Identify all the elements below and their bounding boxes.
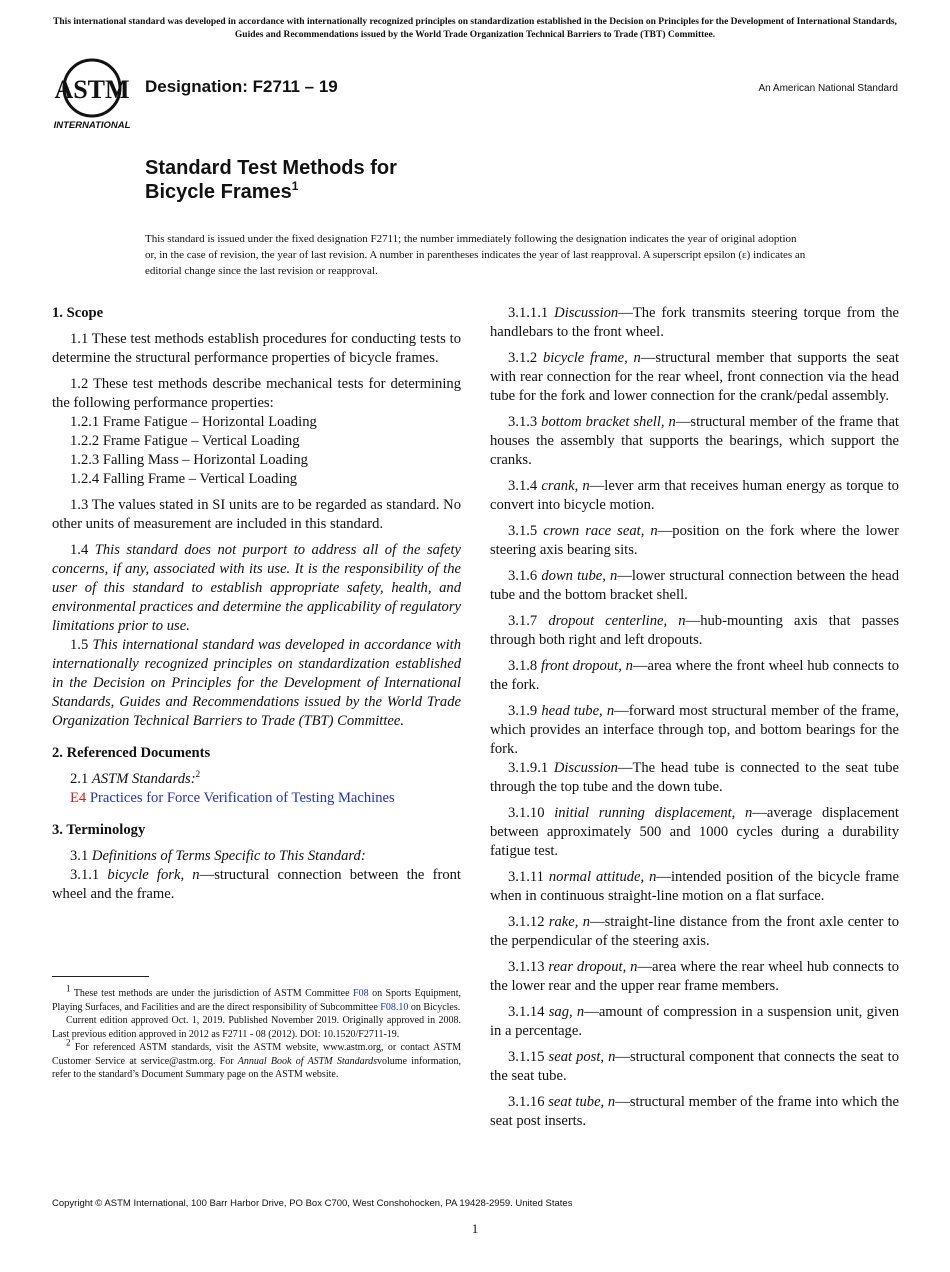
para-1-4 — [52, 541, 461, 636]
para-number: 3.1.1.1 — [508, 305, 549, 321]
definition-item — [490, 567, 899, 605]
footnote-text: For referenced ASTM standards, visit the ASTM website, www.astm.org, or contact ASTM Customer Service at service@astm.org. For — [52, 1042, 462, 1067]
term: Discussion — [553, 760, 618, 776]
page-number: 1 — [471, 1221, 479, 1236]
definition-text: —structural member that supports the seat with rear connection for the rear wheel, front connection via the head tube for the fork and lower connection for the crank/pedal assembly. — [490, 350, 899, 404]
definition-text: —structural member of the frame that houses the assembly that supports the bearings, which support the cranks. — [490, 414, 899, 468]
term: front dropout, n — [540, 658, 633, 674]
definition-text: —structural member of the frame into which the seat post inserts. — [490, 1094, 899, 1129]
footnote-divider — [52, 976, 149, 977]
footnote-text: volume information, refer to the standard’s Document Summary page on the ASTM website. — [52, 1055, 461, 1080]
footnote-mark: 2 — [66, 1037, 71, 1048]
definition-item — [490, 759, 899, 797]
definition-text: —structural connection between the front wheel and the frame. — [52, 867, 461, 902]
term: bicycle fork, n — [107, 867, 200, 883]
term: initial running displacement, n — [554, 805, 753, 821]
para-number: 3.1.2 — [508, 350, 538, 366]
definition-text: —position on the fork where the lower steering axis bearing sits. — [490, 523, 899, 558]
footnote-text: on Sports Equipment, Playing Surfaces, and Facilities and are the direct responsibility of Subcommittee — [52, 988, 461, 1013]
astm-logo — [52, 56, 136, 132]
para-number: 1.4 — [70, 542, 89, 558]
definition-text: —area where the front wheel hub connects to the fork. — [490, 658, 899, 693]
para-number: 3.1.16 — [508, 1094, 545, 1110]
term: bicycle frame, n — [542, 350, 641, 366]
para-1-5 — [52, 636, 461, 731]
para-number: 1.5 — [70, 637, 89, 653]
definition-item — [490, 1003, 899, 1041]
copyright-line: Copyright © ASTM International, 100 Barr Harbor Drive, PO Box C700, West Conshohocken, PA 19428-2959. United States — [52, 1198, 573, 1209]
para-number: 3.1.13 — [508, 959, 545, 975]
term: seat tube, n — [548, 1094, 616, 1110]
definition-text: —average displacement between approximately 500 and 1000 cycles during a durability fatigue test. — [490, 805, 899, 859]
subcommittee-link[interactable]: F08.10 — [380, 1001, 409, 1013]
para-text: This international standard was developed in accordance with internationally recognized principles on standardization established in the Decision on Principles for the Development of International Standards, Guides and Recommendations issued by the World Trade Organization Technical Barriers to Trade (TBT) Committee. — [52, 637, 462, 729]
term: seat post, n — [548, 1049, 616, 1065]
right-column — [490, 304, 899, 1131]
term: sag, n — [548, 1004, 585, 1020]
logo-org: INTERNATIONAL — [53, 120, 131, 131]
definition-item — [490, 349, 899, 406]
para-number: 3.1.15 — [508, 1049, 545, 1065]
para-1-2: 1.2 These test methods describe mechanical tests for determining the following performance properties: — [52, 376, 461, 411]
definition-3-1-1 — [52, 866, 461, 904]
footnote-text: These test methods are under the jurisdiction of ASTM Committee — [73, 988, 350, 999]
footnote-text: on Bicycles. — [410, 1001, 461, 1013]
para-2-1 — [52, 770, 461, 789]
para-number: 3.1.12 — [508, 914, 545, 930]
definition-text: —amount of compression in a suspension unit, given in a percentage. — [490, 1004, 899, 1039]
para-number: 3.1.14 — [508, 1004, 545, 1020]
para-number: 3.1.4 — [508, 478, 538, 494]
list-item: 1.2.3 Falling Mass – Horizontal Loading — [70, 452, 308, 468]
definition-text: —forward most structural member of the frame, which provides an interface through top, and bottom bearings for the fork. — [490, 703, 899, 757]
reference-code-link[interactable]: E4 — [70, 790, 87, 806]
left-column — [52, 304, 461, 904]
definition-item — [490, 702, 899, 759]
definition-text: —The head tube is connected to the seat tube through the top tube and the down tube. — [490, 760, 899, 795]
title-line-1: Standard Test Methods for — [145, 157, 397, 179]
para-number: 3.1.9 — [508, 703, 538, 719]
section-heading-referenced-documents: 2. Referenced Documents — [52, 745, 211, 761]
definition-text: —area where the rear wheel hub connects to the lower rear and the upper rear frame members. — [490, 959, 900, 994]
term: head tube, n — [541, 703, 615, 719]
definition-text: —structural component that connects the seat to the seat tube. — [490, 1049, 899, 1084]
para-text: Definitions of Terms Specific to This Standard: — [91, 848, 366, 864]
footnote-mark: 1 — [66, 983, 71, 994]
para-number: 3.1.7 — [508, 613, 538, 629]
title-footnote-mark: 1 — [291, 179, 299, 193]
definition-item — [490, 804, 899, 861]
definition-item — [490, 522, 899, 560]
term: dropout centerline, n — [548, 613, 686, 629]
para-number: 2.1 — [70, 771, 89, 787]
definition-text: —lower structural connection between the head tube and the bottom bracket shell. — [490, 568, 899, 603]
definition-text: —lever arm that receives human energy as torque to convert into bicycle motion. — [490, 478, 899, 513]
list-item: 1.2.4 Falling Frame – Vertical Loading — [70, 471, 298, 487]
reference-e4 — [52, 789, 461, 808]
definition-item — [490, 958, 899, 996]
footnotes — [52, 983, 462, 1082]
term: rake, n — [548, 914, 591, 930]
issuance-note: This standard is issued under the fixed designation F2711; the number immediately following the designation indicates the year of original adoption or, in the case of revision, the year of last revision. A number in parentheses indicates the year of last reapproval. A superscript epsilon (ε) indicates an editorial change since the last revision or reapproval. — [145, 233, 806, 277]
list-item: 1.2.1 Frame Fatigue – Horizontal Loading — [70, 414, 317, 430]
definition-item — [490, 868, 899, 906]
definition-text: —intended position of the bicycle frame when in continuous straight-line motion on a flat surface. — [490, 869, 899, 904]
definition-item — [490, 413, 899, 470]
para-text: ASTM Standards: — [91, 771, 196, 787]
reference-title-link[interactable]: Practices for Force Verification of Testing Machines — [89, 790, 395, 806]
para-number: 3.1.11 — [508, 869, 544, 885]
definition-item — [490, 612, 899, 650]
para-number: 3.1 — [70, 848, 89, 864]
tbt-notice: This international standard was developed in accordance with internationally recognized principles on standardization established in the Decision on Principles for the Development of International Standards, Guides and Recommendations issued by the World Trade Organization Technical Barriers to Trade (TBT) Committee. — [53, 17, 897, 40]
footnote-italic: Annual Book of ASTM Standards — [237, 1055, 378, 1067]
footnote-2 — [52, 1037, 462, 1082]
american-national-standard-label: An American National Standard — [758, 83, 898, 94]
para-1-1: 1.1 These test methods establish procedures for conducting tests to determine the structural performance properties of bicycle frames. — [52, 331, 461, 366]
para-text: This standard does not purport to address all of the safety concerns, if any, associated with its use. It is the responsibility of the user of this standard to establish appropriate safety, health, and environmental practices and determine the applicability of regulatory limitations prior to use. — [52, 542, 461, 634]
term: down tube, n — [541, 568, 618, 584]
para-number: 3.1.1 — [70, 867, 100, 883]
para-number: 3.1.6 — [508, 568, 538, 584]
para-1-3: 1.3 The values stated in SI units are to be regarded as standard. No other units of measurement are included in this standard. — [52, 497, 461, 532]
title-line-2: Bicycle Frames — [145, 181, 292, 203]
footnote-current-edition: Current edition approved Oct. 1, 2019. Published November 2019. Originally approved in 2008. Last previous edition approved in 2012 as F2711 - 08 (2012). DOI: 10.1520/F2711-19. — [52, 1015, 461, 1040]
definition-item — [490, 1093, 899, 1131]
para-number: 3.1.10 — [508, 805, 545, 821]
designation: Designation: F2711 – 19 — [145, 77, 338, 96]
term: crown race seat, n — [543, 523, 658, 539]
term: Discussion — [554, 305, 619, 321]
term: bottom bracket shell, n — [541, 414, 676, 430]
section-heading-scope: 1. Scope — [52, 305, 104, 321]
definition-item — [490, 657, 899, 695]
para-number: 3.1.8 — [508, 658, 538, 674]
definition-text: —The fork transmits steering torque from the handlebars to the front wheel. — [490, 305, 900, 340]
definition-item — [490, 913, 899, 951]
section-heading-terminology: 3. Terminology — [52, 822, 146, 838]
term: normal attitude, n — [548, 869, 657, 885]
term: crank, n — [541, 478, 590, 494]
footnote-1 — [52, 983, 461, 1014]
footnote-mark: 2 — [195, 769, 201, 780]
definition-item — [490, 1048, 899, 1086]
list-item: 1.2.2 Frame Fatigue – Vertical Loading — [70, 433, 300, 449]
term: rear dropout, n — [548, 959, 638, 975]
para-number: 3.1.5 — [508, 523, 538, 539]
para-number: 3.1.3 — [508, 414, 538, 430]
definition-item — [490, 304, 899, 342]
para-3-1 — [52, 847, 461, 866]
definition-text: —straight-line distance from the front axle center to the perpendicular of the steering axis. — [490, 914, 900, 949]
definition-text: —hub-mounting axis that passes through both right and left dropouts. — [490, 613, 900, 648]
definition-item — [490, 477, 899, 515]
document-title — [145, 156, 397, 204]
committee-link[interactable]: F08 — [353, 988, 369, 999]
para-number: 3.1.9.1 — [508, 760, 549, 776]
logo-letters: ASTM — [54, 75, 130, 104]
